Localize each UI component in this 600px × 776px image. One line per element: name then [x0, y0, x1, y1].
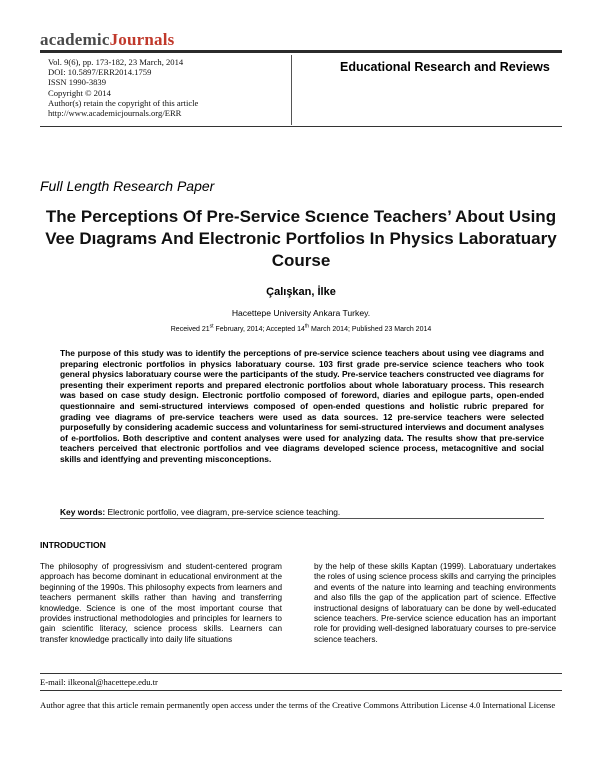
license-note: Author agree that this article remain permanently open access under the terms of the Creative Commons Attribution License 4.0 International License — [40, 700, 556, 710]
body-column-right: by the help of these skills Kaptan (1999). Laboratuary undertakes the roles of using science process skills and carrying the principles and events of the nature into learning and teaching environments and also fills the gap of the application part of science. Effective instructional designs of laboratuary can be done by well-educated science teachers. Pre-service science education has an important role for providing well-designed laboratuary courses to pre-service science teachers. — [314, 562, 556, 644]
logo-academic: academic — [40, 30, 110, 49]
meta-volume: Vol. 9(6), pp. 173-182, 23 March, 2014 — [48, 57, 184, 67]
meta-issn: ISSN 1990-3839 — [48, 77, 107, 88]
meta-doi: DOI: 10.5897/ERR2014.1759 — [48, 67, 152, 78]
journal-name: Educational Research and Reviews — [340, 60, 550, 74]
keywords — [60, 507, 340, 517]
paper-affiliation: Hacettepe University Ankara Turkey. — [231, 308, 371, 318]
received-text-1: Received 21 — [170, 326, 210, 333]
paper-type: Full Length Research Paper — [40, 178, 215, 194]
meta-copyright: Copyright © 2014 — [48, 87, 111, 98]
introduction-heading: INTRODUCTION — [40, 540, 106, 550]
paper-dates — [40, 323, 562, 333]
article-meta — [48, 57, 198, 118]
keywords-rule — [60, 518, 544, 519]
body-column-left: The philosophy of progressivism and student-centered program approach has become dominant in educational environment at the beginning of the 1990s. This philosophy expects from learners and teachers permanent skills rather than having and transferring knowledge. Science is one of the most important course that provides instructional methodologies and principles for learners to gain scientific literacy, science process skills. Learners can transfer knowledge practically into daily life situations — [40, 562, 282, 644]
abstract: The purpose of this study was to identify the perceptions of pre-service science teachers about using vee diagrams and preparing electronic portfolios in physics laboratuary course. 103 first grade pre-service science teachers who took general physics laboratuary course were the participants of the study. Pre-service teachers constructed vee diagrams for presenting their experiment reports and prepared electronic portfolios about whole laboratuary process. This research was based on case study design. Electronic portfolio composed of foreword, diaries and epilogue parts, open-ended questionnaire and semi-structured interviews composed of open-ended questions and holistic rubric prepared for grading vee diagrams of pre-service teachers were used as data sources. 12 pre-service teachers were selected purposefully by considering academic success and voluntariness for semi-structured interviews and document analyses of e-portfolios. Both descriptive and content analyses were used for analyzing data. The results show that pre-service teachers perceived that electronic portfolios and vee diagrams developed science process, metacognitive and social skills and identfying and preventing misconceptions. — [60, 348, 544, 464]
keywords-label: Key words: — [60, 507, 106, 517]
meta-rule — [40, 126, 562, 127]
received-sup-1: st — [209, 323, 214, 330]
journal-logo — [40, 30, 174, 50]
header-divider — [291, 55, 292, 125]
meta-url[interactable]: http://www.academicjournals.org/ERR — [48, 108, 182, 119]
paper-author: Çalışkan, İlke — [266, 286, 336, 298]
received-text-3: March 2014; Published 23 March 2014 — [309, 326, 432, 333]
keywords-text: Electronic portfolio, vee diagram, pre-service science teaching. — [105, 507, 341, 517]
received-text-2: February, 2014; Accepted 14 — [213, 326, 305, 333]
author-email[interactable]: E-mail: ilkeonal@hacettepe.edu.tr — [40, 677, 158, 687]
footer-rule-2 — [40, 690, 562, 691]
received-sup-2: th — [304, 323, 310, 330]
header-rule — [40, 50, 562, 53]
paper-title: The Perceptions Of Pre-Service Scıence Teachers’ About Using Vee Dıagrams And Electronic Portfolios In Physics Laboratuary Course — [45, 207, 557, 270]
logo-journals: Journals — [109, 30, 175, 49]
meta-rights: Author(s) retain the copyright of this article — [48, 97, 199, 108]
footer-rule — [40, 673, 562, 674]
